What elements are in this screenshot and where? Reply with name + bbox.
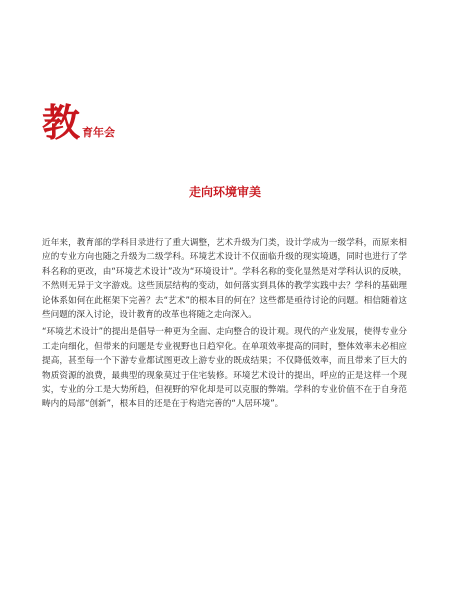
article-title: 走向环境审美 — [188, 185, 261, 199]
masthead — [42, 101, 116, 145]
article-paragraph: “环境艺术设计”的提出是倡导一种更为全面、走向整合的设计观。现代的产业发展，使得专业分工走向细化，但带来的问题是专业视野也日趋窄化。在单项效率提高的同时，整体效率未必相应提高，甚至每一个下游专业都试图更改上游专业的既成结果；不仅降低效率，而且带来了巨大的物质资源的浪费，最典型的现象莫过于住宅装修。环境艺术设计的提出，呼应的正是这样一个现实，专业的分工是大势所趋，但视野的窄化却是可以克服的弊端。学科的专业价值不在于自身范畴内的局部“创新”，根本目的还是在于构造完善的“人居环境”。 — [42, 327, 407, 410]
masthead-small-text: 育年会 — [82, 126, 116, 139]
article-body — [42, 236, 407, 412]
article-paragraph: 近年来，教育部的学科目录进行了重大调整，艺术升级为门类，设计学成为一级学科，而原来相应的专业方向也随之升级为二级学科。环境艺术设计不仅面临升级的现实境遇，同时也进行了学科名称的更改，由“环境艺术设计”改为“环境设计”。学科名称的变化显然是对学科认识的反映，不然则无异于文字游戏。这些顶层结构的变动，如何落实到具体的教学实践中去？学科的基础理论体系如何在此框架下完善？去“艺术”的根本目的何在？这些都是亟待讨论的问题。相信随着这些问题的深入讨论，设计教育的改革也将随之走向深入。 — [42, 238, 407, 321]
masthead-big-char: 教 — [42, 101, 81, 145]
